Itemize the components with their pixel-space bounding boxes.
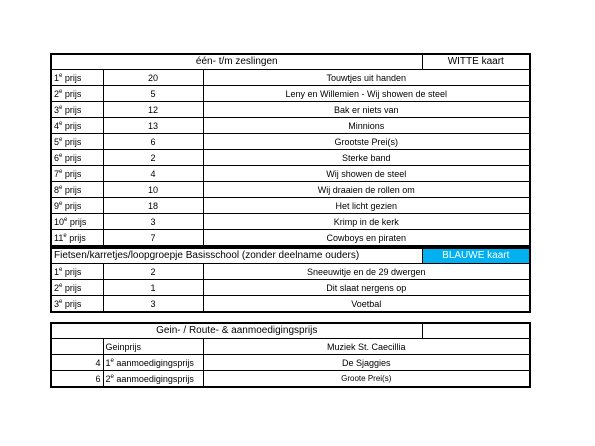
rank-label: prijs: [64, 266, 82, 277]
entry-name: Wij draaien de rollen om: [203, 182, 530, 198]
rank-label: prijs: [64, 184, 82, 195]
rank-number: 2: [54, 88, 60, 99]
geinprijs-header: Geinprijs: [103, 339, 203, 355]
rank-suffix: e: [63, 232, 67, 239]
rank-suffix: e: [59, 298, 63, 305]
table-row: [51, 355, 530, 371]
rank-number: 1: [54, 266, 60, 277]
rank-number: 9: [54, 200, 60, 211]
rank-suffix: e: [59, 168, 63, 175]
rank-label: prijs: [64, 136, 82, 147]
table-title: Gein- / Route- & aanmoedigingsprijs: [51, 323, 422, 339]
table-basisschool: [50, 247, 531, 313]
entry-count: 20: [103, 70, 203, 86]
entry-name: Touwtjes uit handen: [203, 70, 530, 86]
entry-name: Minnions: [203, 118, 530, 134]
table-row: [51, 198, 530, 214]
rank-number: 1: [105, 357, 111, 368]
entry-count: 3: [103, 214, 203, 230]
prize-rank: [51, 280, 103, 296]
rank-number: 11: [54, 232, 64, 243]
entry-count: 5: [103, 86, 203, 102]
entry-count: 2: [103, 150, 203, 166]
table-row: [51, 118, 530, 134]
entry-name: Groote Prei(s): [203, 371, 530, 388]
entry-name: Wij showen de steel: [203, 166, 530, 182]
table-row: [51, 182, 530, 198]
rank-number: 8: [54, 184, 60, 195]
table-row: [51, 166, 530, 182]
entry-count: 7: [103, 230, 203, 247]
rank-suffix: e: [59, 104, 63, 111]
table-row: [51, 296, 530, 313]
table-row: [51, 134, 530, 150]
entry-name: Grootste Prei(s): [203, 134, 530, 150]
table-row: [51, 280, 530, 296]
rank-number: 6: [54, 152, 60, 163]
rank-number: 4: [54, 120, 60, 131]
empty-cell: [422, 323, 530, 339]
rank-suffix: e: [64, 216, 68, 223]
rank-number: 2: [105, 373, 111, 384]
rank-suffix: e: [59, 72, 63, 79]
muziek-header: Muziek St. Caecillia: [203, 339, 530, 355]
rank-label: prijs: [64, 200, 82, 211]
geinprijs-number: 6: [51, 371, 103, 388]
rank-suffix: e: [59, 282, 63, 289]
prize-rank: [51, 230, 103, 247]
geinprijs-number: 4: [51, 355, 103, 371]
entry-name: Cowboys en piraten: [203, 230, 530, 247]
entry-count: 1: [103, 280, 203, 296]
rank-label: prijs: [69, 232, 86, 243]
table-row: [51, 214, 530, 230]
rank-label: prijs: [64, 282, 82, 293]
rank-label: aanmoedigingsprijs: [116, 373, 194, 384]
prize-rank: [103, 355, 203, 371]
entry-name: Leny en Willemien - Wij showen de steel: [203, 86, 530, 102]
rank-label: prijs: [64, 72, 82, 83]
entry-count: 13: [103, 118, 203, 134]
table-gein-route: [50, 322, 531, 388]
rank-number: 1: [54, 72, 60, 83]
column-header-row: [51, 339, 530, 355]
table-row: [51, 230, 530, 247]
rank-number: 3: [54, 298, 60, 309]
rank-label: prijs: [64, 88, 82, 99]
rank-suffix: e: [110, 357, 114, 364]
entry-name: Voetbal: [203, 296, 530, 313]
entry-count: 12: [103, 102, 203, 118]
table-title: Fietsen/karretjes/loopgroepje Basisschool (zonder deelname ouders): [51, 248, 422, 264]
rank-label: prijs: [69, 216, 87, 227]
rank-suffix: e: [59, 120, 63, 127]
prize-rank: [103, 371, 203, 388]
prize-rank: [51, 118, 103, 134]
rank-suffix: e: [59, 88, 63, 95]
rank-label: prijs: [64, 168, 82, 179]
rank-suffix: e: [110, 373, 114, 380]
table-row: [51, 371, 530, 388]
prize-rank: [51, 102, 103, 118]
prize-rank: [51, 70, 103, 86]
rank-label: prijs: [64, 152, 82, 163]
entry-name: Sneeuwitje en de 29 dwergen: [203, 264, 530, 280]
prize-rank: [51, 166, 103, 182]
prize-rank: [51, 134, 103, 150]
table-een-tm-zeslingen: [50, 53, 531, 247]
rank-number: 3: [54, 104, 60, 115]
prize-rank: [51, 264, 103, 280]
entry-count: 6: [103, 134, 203, 150]
entry-count: 3: [103, 296, 203, 313]
table-row: [51, 150, 530, 166]
rank-suffix: e: [59, 136, 63, 143]
prize-rank: [51, 86, 103, 102]
rank-suffix: e: [59, 266, 63, 273]
entry-name: Bak er niets van: [203, 102, 530, 118]
rank-number: 2: [54, 282, 60, 293]
table-row: [51, 70, 530, 86]
entry-name: Dit slaat nergens op: [203, 280, 530, 296]
rank-number: 5: [54, 136, 60, 147]
prize-rank: [51, 198, 103, 214]
entry-name: Het licht gezien: [203, 198, 530, 214]
prize-rank: [51, 150, 103, 166]
entry-count: 18: [103, 198, 203, 214]
entry-count: 2: [103, 264, 203, 280]
table-header-row: [51, 323, 530, 339]
prize-rank: [51, 214, 103, 230]
table-row: [51, 102, 530, 118]
rank-label: prijs: [64, 104, 82, 115]
card-label-blauwe: BLAUWE kaart: [422, 248, 530, 264]
table-title: één- t/m zeslingen: [51, 54, 422, 70]
empty-cell: [51, 339, 103, 355]
rank-suffix: e: [59, 184, 63, 191]
card-label-witte: WITTE kaart: [422, 54, 530, 70]
rank-label: prijs: [64, 120, 82, 131]
entry-count: 4: [103, 166, 203, 182]
rank-number: 10: [54, 216, 65, 227]
rank-number: 7: [54, 168, 60, 179]
prize-rank: [51, 182, 103, 198]
table-row: [51, 86, 530, 102]
rank-suffix: e: [59, 200, 63, 207]
table-row: [51, 264, 530, 280]
entry-name: De Sjaggies: [203, 355, 530, 371]
entry-name: Sterke band: [203, 150, 530, 166]
rank-label: prijs: [64, 298, 82, 309]
table-header-row: [51, 54, 530, 70]
rank-label: aanmoedigingsprijs: [116, 357, 194, 368]
prize-rank: [51, 296, 103, 313]
rank-suffix: e: [59, 152, 63, 159]
entry-count: 10: [103, 182, 203, 198]
entry-name: Krimp in de kerk: [203, 214, 530, 230]
table-header-row: [51, 248, 530, 264]
